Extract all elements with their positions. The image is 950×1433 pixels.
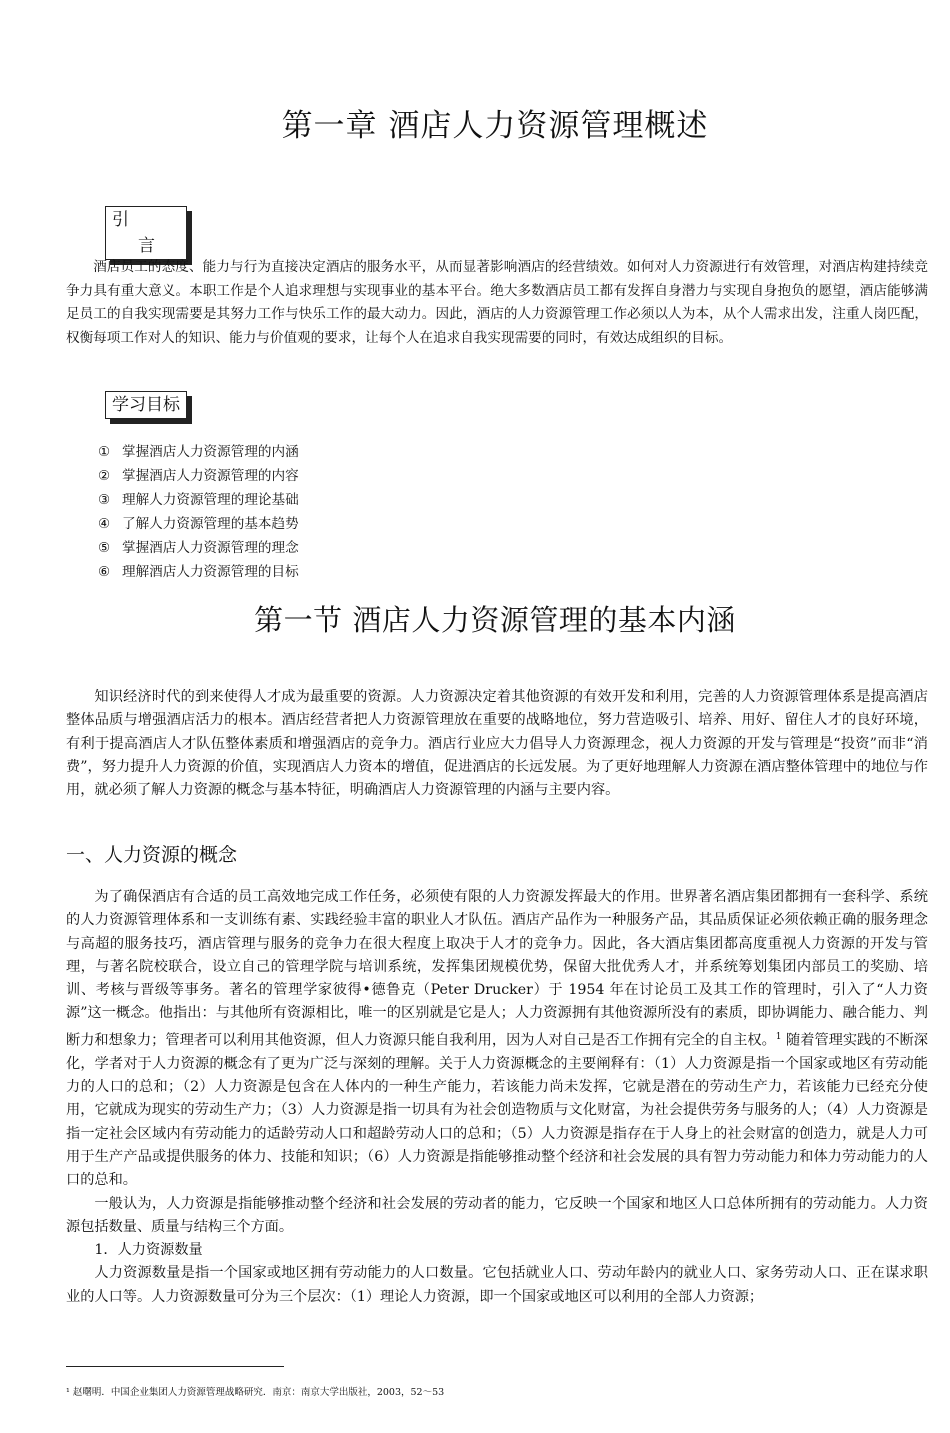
footnote-divider — [66, 1366, 284, 1367]
list-item: ② 掌握酒店人力资源管理的内容 — [98, 468, 299, 484]
list-item: ⑤ 掌握酒店人力资源管理的理念 — [98, 540, 299, 556]
list-item: ③ 理解人力资源管理的理论基础 — [98, 492, 299, 508]
list-item: ④ 了解人力资源管理的基本趋势 — [98, 516, 299, 532]
body-section-concept — [66, 886, 928, 1309]
body-paragraph-1: 知识经济时代的到来使得人才成为最重要的资源。人力资源决定着其他资源的有效开发和利用，完善的人力资源管理体系是提高酒店整体品质与增强酒店活力的根本。酒店经营者把人力资源管理放在重要的战略地位，努力营造吸引、培养、用好、留住人才的良好环境，有利于提高酒店人才队伍整体素质和增强酒店的竞争力。酒店行业应大力倡导人力资源理念，视人力资源的开发与管理是“投资”而非“消费”，努力提升人力资源的价值，实现酒店人力资本的增值，促进酒店的长远发展。为了更好地理解人力资源在酒店整体管理中的地位与作用，就必须了解人力资源的概念与基本特征，明确酒店人力资源管理的内涵与主要内容。 — [66, 689, 928, 799]
heading-human-resource-concept: 一、人力资源的概念 — [66, 844, 238, 866]
body-paragraph-4: 人力资源数量是指一个国家或地区拥有劳动能力的人口数量。它包括就业人口、劳动年龄内的就业人口、家务劳动人口、正在谋求职业的人口等。人力资源数量可分为三个层次：（1）理论人力资源，即一个国家或地区可以利用的全部人力资源； — [66, 1265, 928, 1305]
section-title: 第一节 酒店人力资源管理的基本内涵 — [254, 603, 736, 637]
learning-goals-list — [98, 440, 299, 584]
body-paragraph-2: 为了确保酒店有合适的员工高效地完成工作任务，必须使有限的人力资源发挥最大的作用。世界著名酒店集团都拥有一套科学、系统的人力资源管理体系和一支训练有素、实践经验丰富的职业人才队伍。酒店产品作为一种服务产品，其品质保证必须依赖正确的服务理念与高超的服务技巧，酒店管理与服务的竞争力在很大程度上取决于人才的竞争力。因此，各大酒店集团都高度重视人力资源的开发与管理，与著名院校联合，设立自己的管理学院与培训系统，发挥集团规模优势，保留大批优秀人才，并系统筹划集团内部员工的奖励、培训、考核与晋级等事务。著名的管理学家彼得•德鲁克（Peter Drucker）于 1954 年在讨论员工及其工作的管理时，引入了“人力资源”这一概念。他指出：与其他所有资源相比，唯一的区别就是它是人；人力资源拥有其他资源所没有的素质，即协调能力、融合能力、判断力和想象力；管理者可以利用其他资源，但人力资源只能自我利用，因为人对自己是否工作拥有完全的自主权。$^1$ 随着管理实践的不断深化，学者对于人力资源的概念有了更为广泛与深刻的理解。关于人力资源概念的主要阐释有：（1）人力资源是指一个国家或地区有劳动能力的人口的总和；（2）人力资源是包含在人体内的一种生产能力，若该能力尚未发挥，它就是潜在的劳动生产力，若该能力已经充分使用，它就成为现实的劳动生产力；（3）人力资源是指一切具有为社会创造物质与文化财富，为社会提供劳务与服务的人；（4）人力资源是指一定社会区域内有劳动能力的适龄劳动人口和超龄劳动人口的总和；（5）人力资源是指存在于人身上的社会财富的创造力，就是人力可用于生产产品或提供服务的体力、技能和知识；（6）人力资源是指能够推动整个经济和社会发展的具有智力劳动能力和体力劳动能力的人口的总和。 — [66, 889, 928, 1189]
intro-tag-char-2: 言 — [138, 236, 159, 256]
list-item: ⑥ 理解酒店人力资源管理的目标 — [98, 564, 299, 580]
intro-paragraph: 酒店员工的态度、能力与行为直接决定酒店的服务水平，从而显著影响酒店的经营绩效。如何对人力资源进行有效管理，对酒店构建持续竞争力具有重大意义。本职工作是个人追求理想与实现事业的基本平台。绝大多数酒店员工都有发挥自身潜力与实现自身抱负的愿望，酒店能够满足员工的自我实现需要是其努力工作与快乐工作的最大动力。因此，酒店的人力资源管理工作必须以人为本，从个人需求出发，注重人岗匹配，权衡每项工作对人的知识、能力与价值观的要求，让每个人在追求自我实现需要的同时，有效达成组织的目标。 — [66, 259, 928, 346]
intro-tag-char-1: 引 — [112, 210, 133, 230]
subheading-quantity: 1．人力资源数量 — [94, 1242, 203, 1259]
body-paragraph-3: 一般认为，人力资源是指能够推动整个经济和社会发展的劳动者的能力，它反映一个国家和地区人口总体所拥有的劳动能力。人力资源包括数量、质量与结构三个方面。 — [66, 1195, 928, 1235]
chapter-title: 第一章 酒店人力资源管理概述 — [281, 108, 709, 144]
footnote-reference[interactable]: 1 — [775, 1031, 782, 1042]
intro-tag — [105, 206, 187, 260]
footnote: ¹ 赵曙明．中国企业集团人力资源管理战略研究．南京：南京大学出版社，2003，52～53 — [66, 1387, 445, 1398]
learning-goals-tag: 学习目标 — [105, 391, 187, 419]
list-item: ① 掌握酒店人力资源管理的内涵 — [98, 444, 299, 460]
